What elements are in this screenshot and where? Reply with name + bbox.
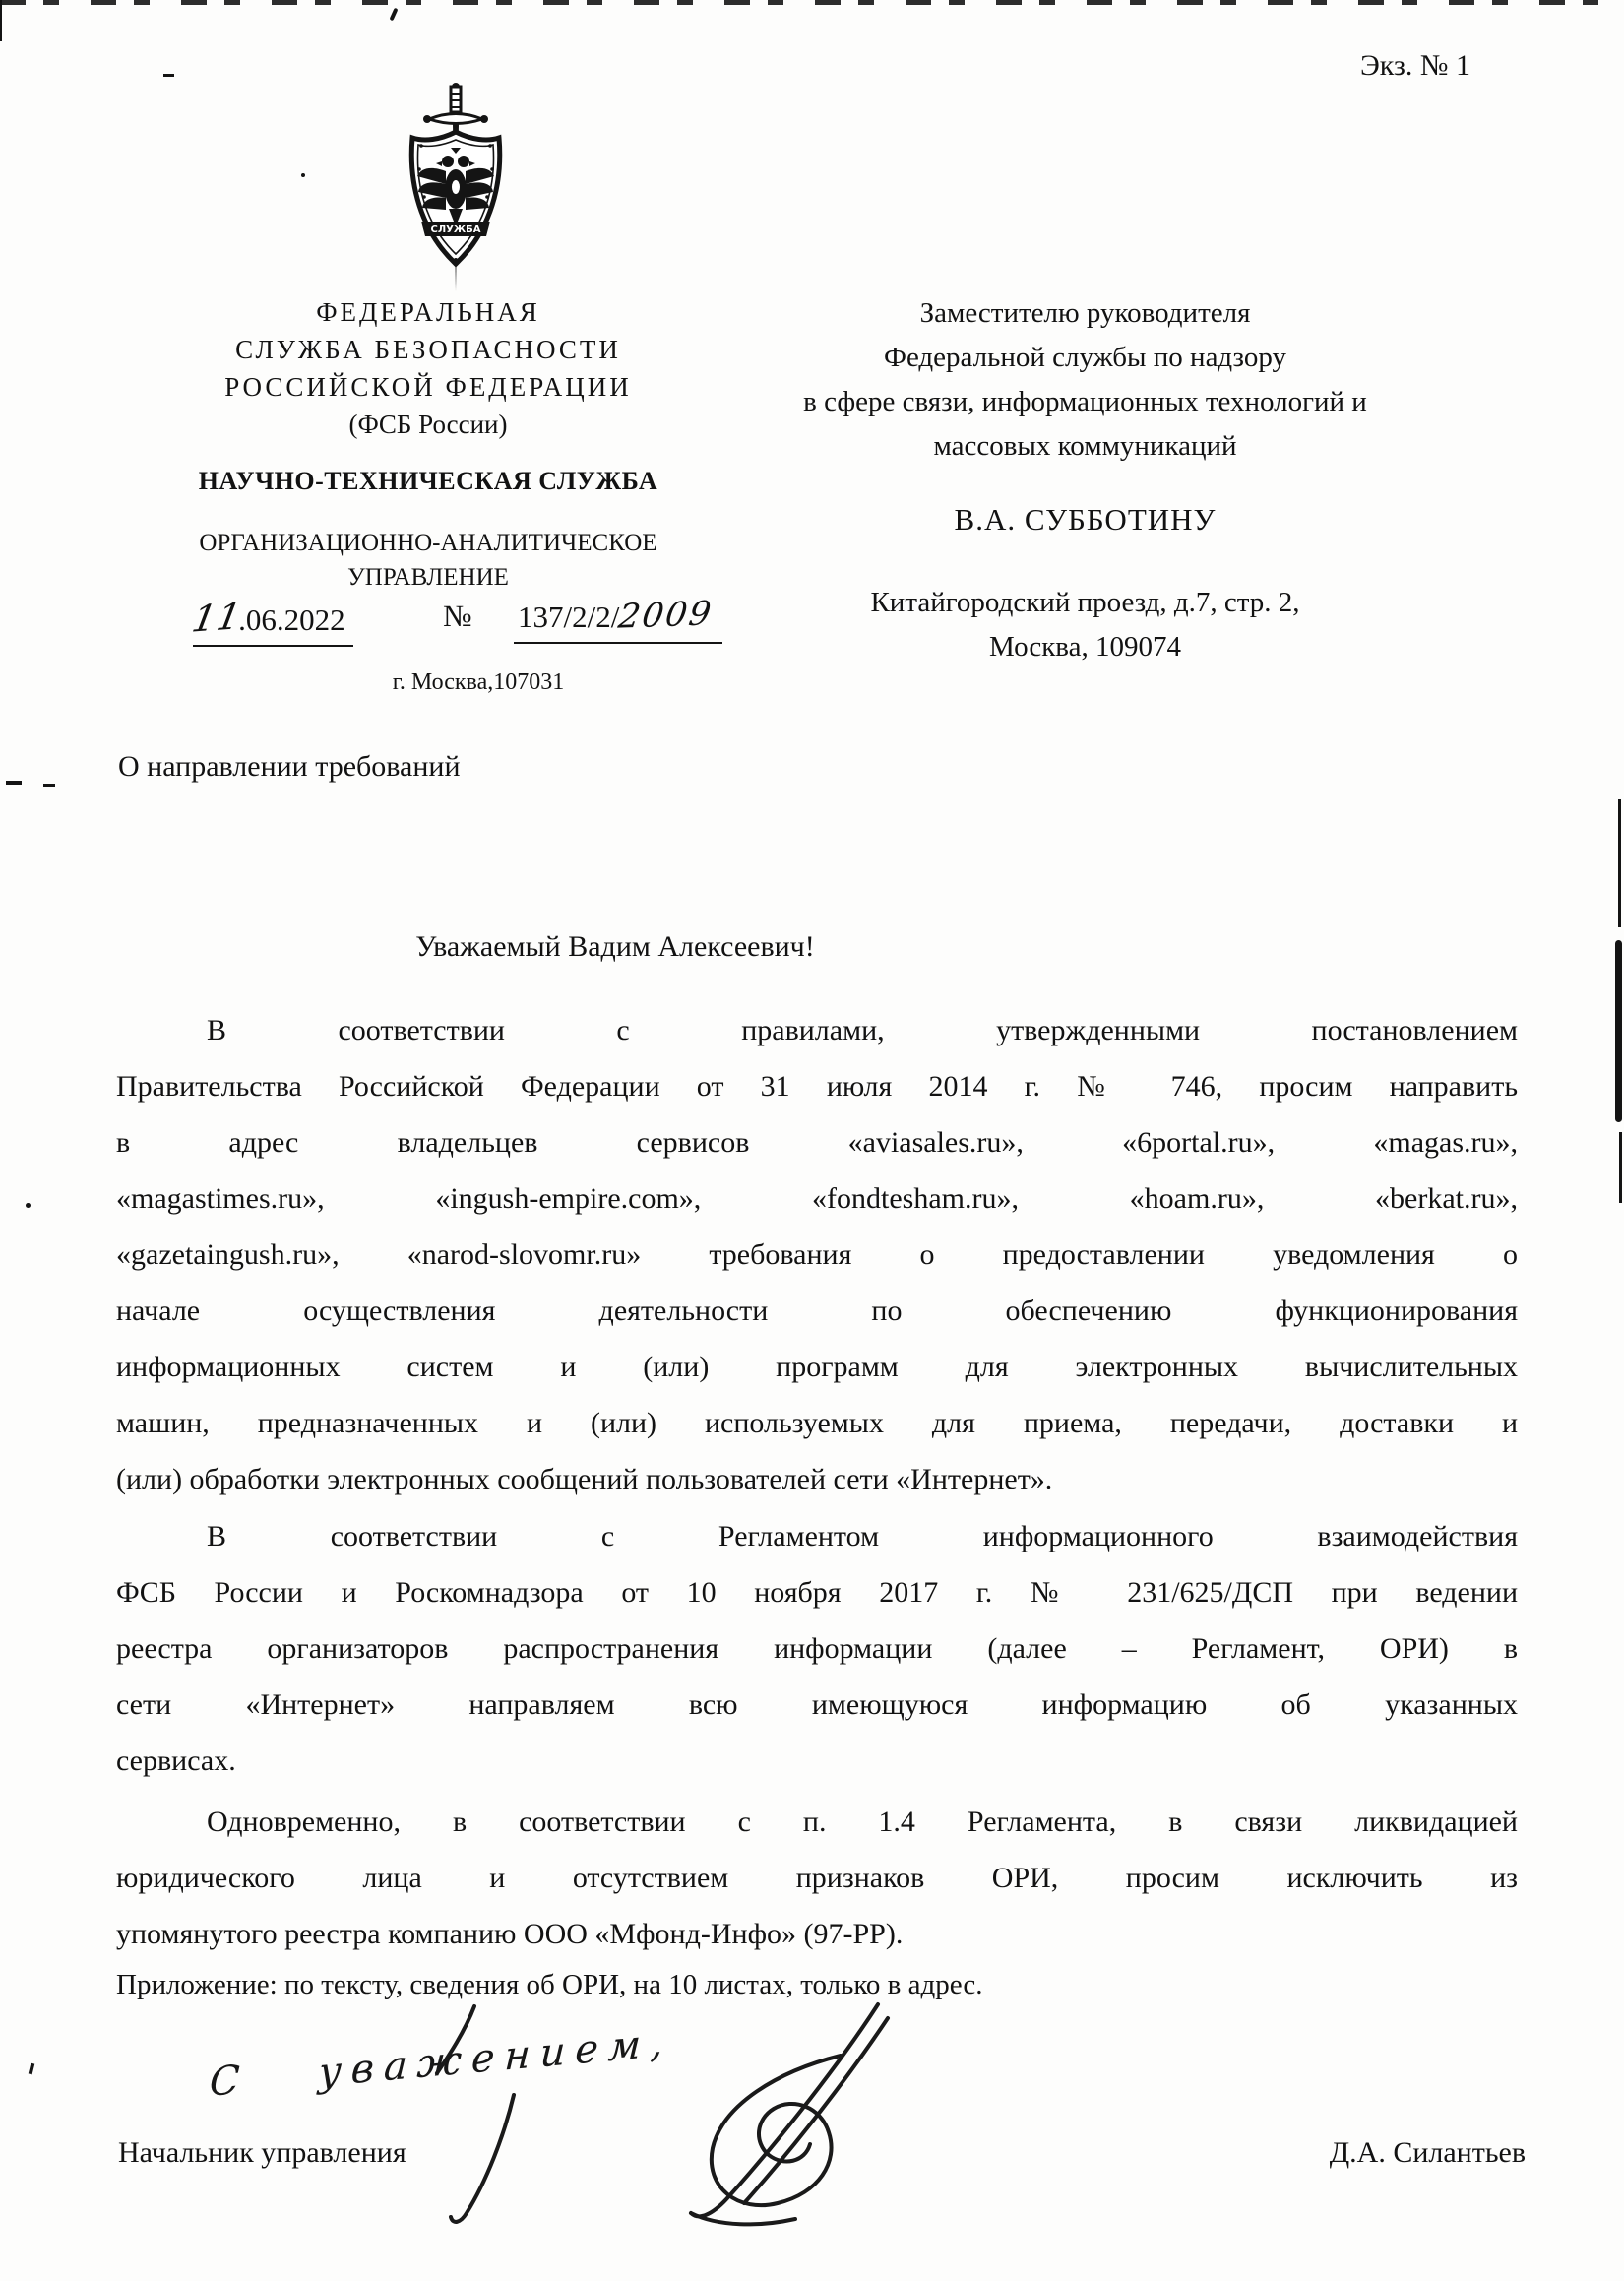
recipient-title-line: Федеральной службы по надзору bbox=[884, 342, 1286, 373]
recipient-address-line: Китайгородский проезд, д.7, стр. 2, bbox=[870, 587, 1300, 618]
body-line: упомянутого реестра компанию ООО «Мфонд-Инфо» (97-РР). bbox=[116, 1918, 904, 1950]
attachment-note: Приложение: по тексту, сведения об ОРИ, на 10 листах, только в адрес. bbox=[116, 1969, 983, 2000]
recipient-title-line: массовых коммуникаций bbox=[933, 430, 1237, 462]
recipient-address-line: Москва, 109074 bbox=[989, 631, 1181, 663]
scan-artifact-dot bbox=[301, 173, 305, 177]
body-line: реестра организаторов распространения информации (далее – Регламент, ОРИ) в bbox=[116, 1632, 1518, 1665]
body-line: (или) обработки электронных сообщений пользователей сети «Интернет». bbox=[116, 1463, 1053, 1495]
scan-artifact-right-line bbox=[1615, 940, 1622, 1122]
handwritten-closing: С уважением, bbox=[208, 2019, 674, 2106]
body-line: В соответствии с Регламентом информационного взаимодействия bbox=[207, 1520, 1518, 1552]
scan-artifact-dash bbox=[163, 74, 174, 77]
scan-artifact-dot bbox=[26, 1203, 31, 1208]
number-sign: № bbox=[443, 599, 472, 633]
body-line: В соответствии с правилами, утвержденными постановлением bbox=[207, 1014, 1518, 1046]
typed-number: 137/2/2/ bbox=[518, 600, 620, 634]
body-line: в адрес владельцев сервисов «aviasales.ru», «6portal.ru», «magas.ru», bbox=[116, 1126, 1518, 1159]
body-line: ФСБ России и Роскомнадзора от 10 ноября 2017 г. № 231/625/ДСП при ведении bbox=[116, 1576, 1518, 1609]
body-line: Одновременно, в соответствии с п. 1.4 Регламента, в связи ликвидацией bbox=[207, 1806, 1518, 1838]
body-line: сервисах. bbox=[116, 1744, 236, 1777]
scan-artifact-dash bbox=[6, 781, 22, 785]
body-line: сети «Интернет» направляем всю имеющуюся информацию об указанных bbox=[116, 1688, 1518, 1721]
recipient-name: В.А. СУББОТИНУ bbox=[954, 502, 1217, 537]
scan-artifact-right-line bbox=[1618, 799, 1621, 927]
sender-block bbox=[103, 293, 753, 595]
scan-artifact-right-line bbox=[1619, 1132, 1622, 1203]
body-line: «magastimes.ru», «ingush-empire.com», «fondtesham.ru», «hoam.ru», «berkat.ru», bbox=[116, 1182, 1518, 1215]
document-date bbox=[188, 595, 353, 647]
sender-org-abbr: (ФСБ России) bbox=[348, 410, 508, 439]
letter-subject: О направлении требований bbox=[118, 750, 461, 783]
document-number bbox=[514, 594, 722, 644]
scan-artifact-tick bbox=[29, 2063, 35, 2075]
body-paragraph bbox=[116, 1002, 1518, 1507]
body-line: машин, предназначенных и (или) используемых для приема, передачи, доставки и bbox=[116, 1407, 1518, 1439]
sender-service-name: НАУЧНО-ТЕХНИЧЕСКАЯ СЛУЖБА bbox=[198, 467, 658, 495]
scan-artifact-dash bbox=[43, 784, 55, 787]
handwritten-date-day: 11 bbox=[188, 595, 246, 641]
body-line: начале осуществления деятельности по обеспечению функционирования bbox=[116, 1295, 1518, 1327]
body-line: «gazetaingush.ru», «narod-slovomr.ru» требования о предоставлении уведомления о bbox=[116, 1238, 1518, 1271]
sender-org-name: ФЕДЕРАЛЬНАЯ bbox=[316, 297, 540, 327]
sender-department bbox=[103, 526, 753, 595]
date-number-row bbox=[188, 594, 783, 654]
copy-number: Экз. № 1 bbox=[1360, 49, 1470, 82]
recipient-block bbox=[782, 291, 1388, 669]
scan-artifact-top-edge bbox=[0, 0, 1624, 5]
sender-department-line: ОРГАНИЗАЦИОННО-АНАЛИТИЧЕСКОЕ bbox=[199, 530, 657, 556]
sender-org-name: РОССИЙСКОЙ ФЕДЕРАЦИИ bbox=[224, 372, 632, 402]
fsb-crest-icon bbox=[392, 81, 520, 297]
scan-artifact-edge bbox=[0, 0, 2, 41]
salutation: Уважаемый Вадим Алексеевич! bbox=[415, 930, 815, 963]
typed-date: .06.2022 bbox=[238, 602, 345, 637]
body-line: информационных систем и (или) программ для электронных вычислительных bbox=[116, 1351, 1518, 1383]
recipient-title-line: в сфере связи, информационных технологий и bbox=[803, 386, 1367, 417]
emblem-ribbon-text: СЛУЖБА bbox=[430, 224, 481, 235]
body-line: юридического лица и отсутствием признаков ОРИ, просим исключить из bbox=[116, 1862, 1518, 1894]
body-paragraph bbox=[116, 1508, 1518, 1789]
recipient-address bbox=[782, 581, 1388, 669]
signer-name: Д.А. Силантьев bbox=[1329, 2136, 1526, 2169]
handwritten-number: 2009 bbox=[616, 594, 716, 637]
recipient-title-line: Заместителю руководителя bbox=[919, 297, 1251, 329]
scan-artifact-mark bbox=[390, 8, 399, 22]
sender-department-line: УПРАВЛЕНИЕ bbox=[347, 564, 509, 591]
sender-city: г. Москва,107031 bbox=[392, 669, 565, 695]
body-paragraph bbox=[116, 1794, 1518, 1962]
body-line: Правительства Российской Федерации от 31 июля 2014 г. № 746, просим направить bbox=[116, 1070, 1518, 1103]
signer-position: Начальник управления bbox=[118, 2136, 406, 2169]
sender-org-name: СЛУЖБА БЕЗОПАСНОСТИ bbox=[235, 335, 621, 364]
